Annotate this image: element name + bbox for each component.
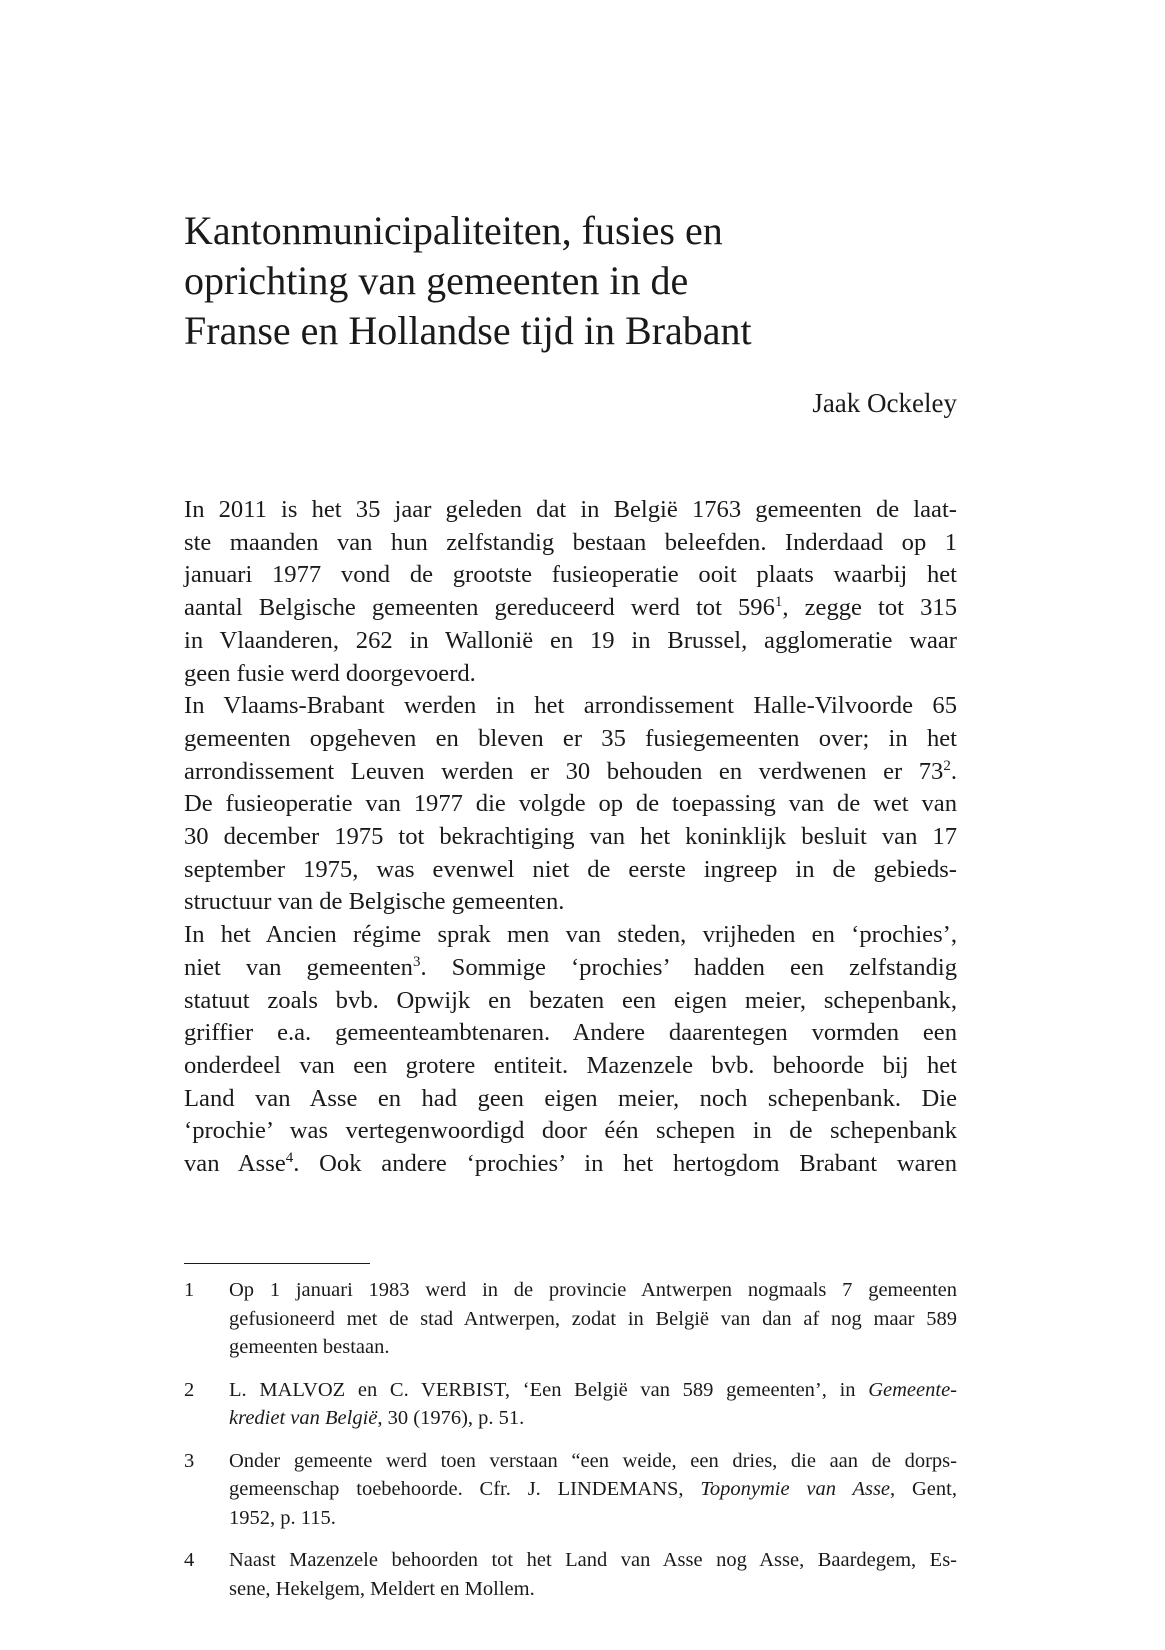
footnote-ref-1[interactable]: 1 xyxy=(774,594,783,611)
author-name: Jaak Ockeley xyxy=(812,388,957,418)
publication-title: krediet van België xyxy=(229,1407,378,1429)
title-line: Franse en Hollandse tijd in Brabant xyxy=(184,308,752,353)
text-line: In het Ancien régime sprak men van steden, vrijheden en ‘prochies’, xyxy=(184,921,957,949)
footnote-line xyxy=(229,1404,957,1433)
paragraph-3 xyxy=(184,919,957,1181)
footnote-line xyxy=(229,1376,957,1405)
text-line xyxy=(184,952,957,985)
text-line: in Vlaanderen, 262 in Wallonië en 19 in Brussel, agglomeratie waar xyxy=(184,626,957,654)
text-line xyxy=(184,592,957,625)
text-line: statuut zoals bvb. Opwijk en bezaten een eigen meier, schepenbank, xyxy=(184,986,957,1014)
text-line: structuur van de Belgische gemeenten. xyxy=(184,888,565,916)
text-fragment: aantal Belgische gemeenten gereduceerd werd tot 596 xyxy=(184,594,775,622)
text-line xyxy=(184,1148,957,1181)
text-line: ‘prochie’ was vertegenwoordigd door één schepen in de schepenbank xyxy=(184,1117,957,1145)
text-fragment: . Ook andere ‘prochies’ in het hertogdom Brabant waren xyxy=(293,1150,957,1178)
text-line: De fusieoperatie van 1977 die volgde op de toepassing van de wet van xyxy=(184,790,957,818)
footnote-number: 3 xyxy=(184,1449,195,1472)
footnote-line: Naast Mazenzele behoorden tot het Land van Asse nog Asse, Baardegem, Es- xyxy=(229,1549,957,1571)
paragraph-1 xyxy=(184,494,957,690)
text-fragment: . xyxy=(950,757,957,785)
footnote-line: sene, Hekelgem, Meldert en Mollem. xyxy=(229,1577,535,1600)
footnote-line: gefusioneerd met de stad Antwerpen, zodat in België van dan af nog maar 589 xyxy=(229,1307,957,1330)
footnote-1 xyxy=(184,1276,957,1362)
text-line: Land van Asse en had geen eigen meier, noch schepenbank. Die xyxy=(184,1084,957,1112)
footnote-line: gemeenten bestaan. xyxy=(229,1336,390,1358)
footnote-line xyxy=(229,1475,957,1504)
publication-title: Gemeente- xyxy=(868,1378,957,1401)
footnote-number: 1 xyxy=(184,1279,195,1301)
text-line: gemeenten opgeheven en bleven er 35 fusiegemeenten over; in het xyxy=(184,724,957,752)
footnote-4 xyxy=(184,1546,957,1603)
footnote-line: Onder gemeente werd toen verstaan “een weide, een dries, die aan de dorps- xyxy=(229,1449,957,1472)
title-line: oprichting van gemeenten in de xyxy=(184,258,689,303)
text-fragment: , Gent, xyxy=(890,1478,957,1500)
text-line: geen fusie werd doorgevoerd. xyxy=(184,659,476,687)
footnote-3 xyxy=(184,1447,957,1533)
footnote-ref-2[interactable]: 2 xyxy=(943,757,951,774)
text-line: 30 december 1975 tot bekrachtiging van het koninklijk besluit van 17 xyxy=(184,823,957,851)
text-line: januari 1977 vond de grootste fusieoperatie ooit plaats waarbij het xyxy=(184,561,957,589)
text-fragment: , zegge tot 315 xyxy=(782,594,957,622)
text-fragment: van Asse xyxy=(184,1150,286,1178)
footnotes xyxy=(184,1276,957,1617)
footnote-line: 1952, p. 115. xyxy=(229,1506,336,1529)
paragraph-2 xyxy=(184,690,957,919)
title-line: Kantonmunicipaliteiten, fusies en xyxy=(184,208,723,253)
text-line: In Vlaams-Brabant werden in het arrondissement Halle-Vilvoorde 65 xyxy=(184,692,957,720)
footnote-divider xyxy=(184,1263,370,1264)
text-fragment: , 30 (1976), p. 51. xyxy=(377,1407,525,1429)
article-title xyxy=(184,206,984,356)
text-line: ste maanden van hun zelfstandig bestaan beleefden. Inderdaad op 1 xyxy=(184,528,957,556)
text-line: september 1975, was evenwel niet de eerste ingreep in de gebieds- xyxy=(184,855,957,883)
publication-title: Toponymie van Asse xyxy=(700,1478,891,1500)
text-line xyxy=(184,756,957,789)
footnote-number: 2 xyxy=(184,1378,195,1401)
footnote-line: Op 1 januari 1983 werd in de provincie Antwerpen nogmaals 7 gemeenten xyxy=(229,1279,957,1301)
footnote-ref-3[interactable]: 3 xyxy=(412,953,421,970)
text-fragment: . Sommige ‘prochies’ hadden een zelfstandig xyxy=(420,953,958,981)
text-fragment: arrondissement Leuven werden er 30 behouden en verdwenen er 73 xyxy=(184,757,944,785)
text-line: griffier e.a. gemeenteambtenaren. Andere daarentegen vormden een xyxy=(184,1019,957,1047)
body-text xyxy=(184,494,957,1181)
text-fragment: niet van gemeenten xyxy=(184,953,413,981)
text-line: onderdeel van een grotere entiteit. Mazenzele bvb. behoorde bij het xyxy=(184,1051,957,1079)
text-fragment: L. MALVOZ en C. VERBIST, ‘Een België van 589 gemeenten’, in xyxy=(229,1378,869,1401)
footnote-2 xyxy=(184,1376,957,1433)
text-line: In 2011 is het 35 jaar geleden dat in België 1763 gemeenten de laat- xyxy=(184,496,957,523)
footnote-ref-4[interactable]: 4 xyxy=(285,1150,294,1167)
footnote-number: 4 xyxy=(184,1549,195,1571)
text-fragment: gemeenschap toebehoorde. Cfr. J. LINDEMANS, xyxy=(229,1478,701,1500)
